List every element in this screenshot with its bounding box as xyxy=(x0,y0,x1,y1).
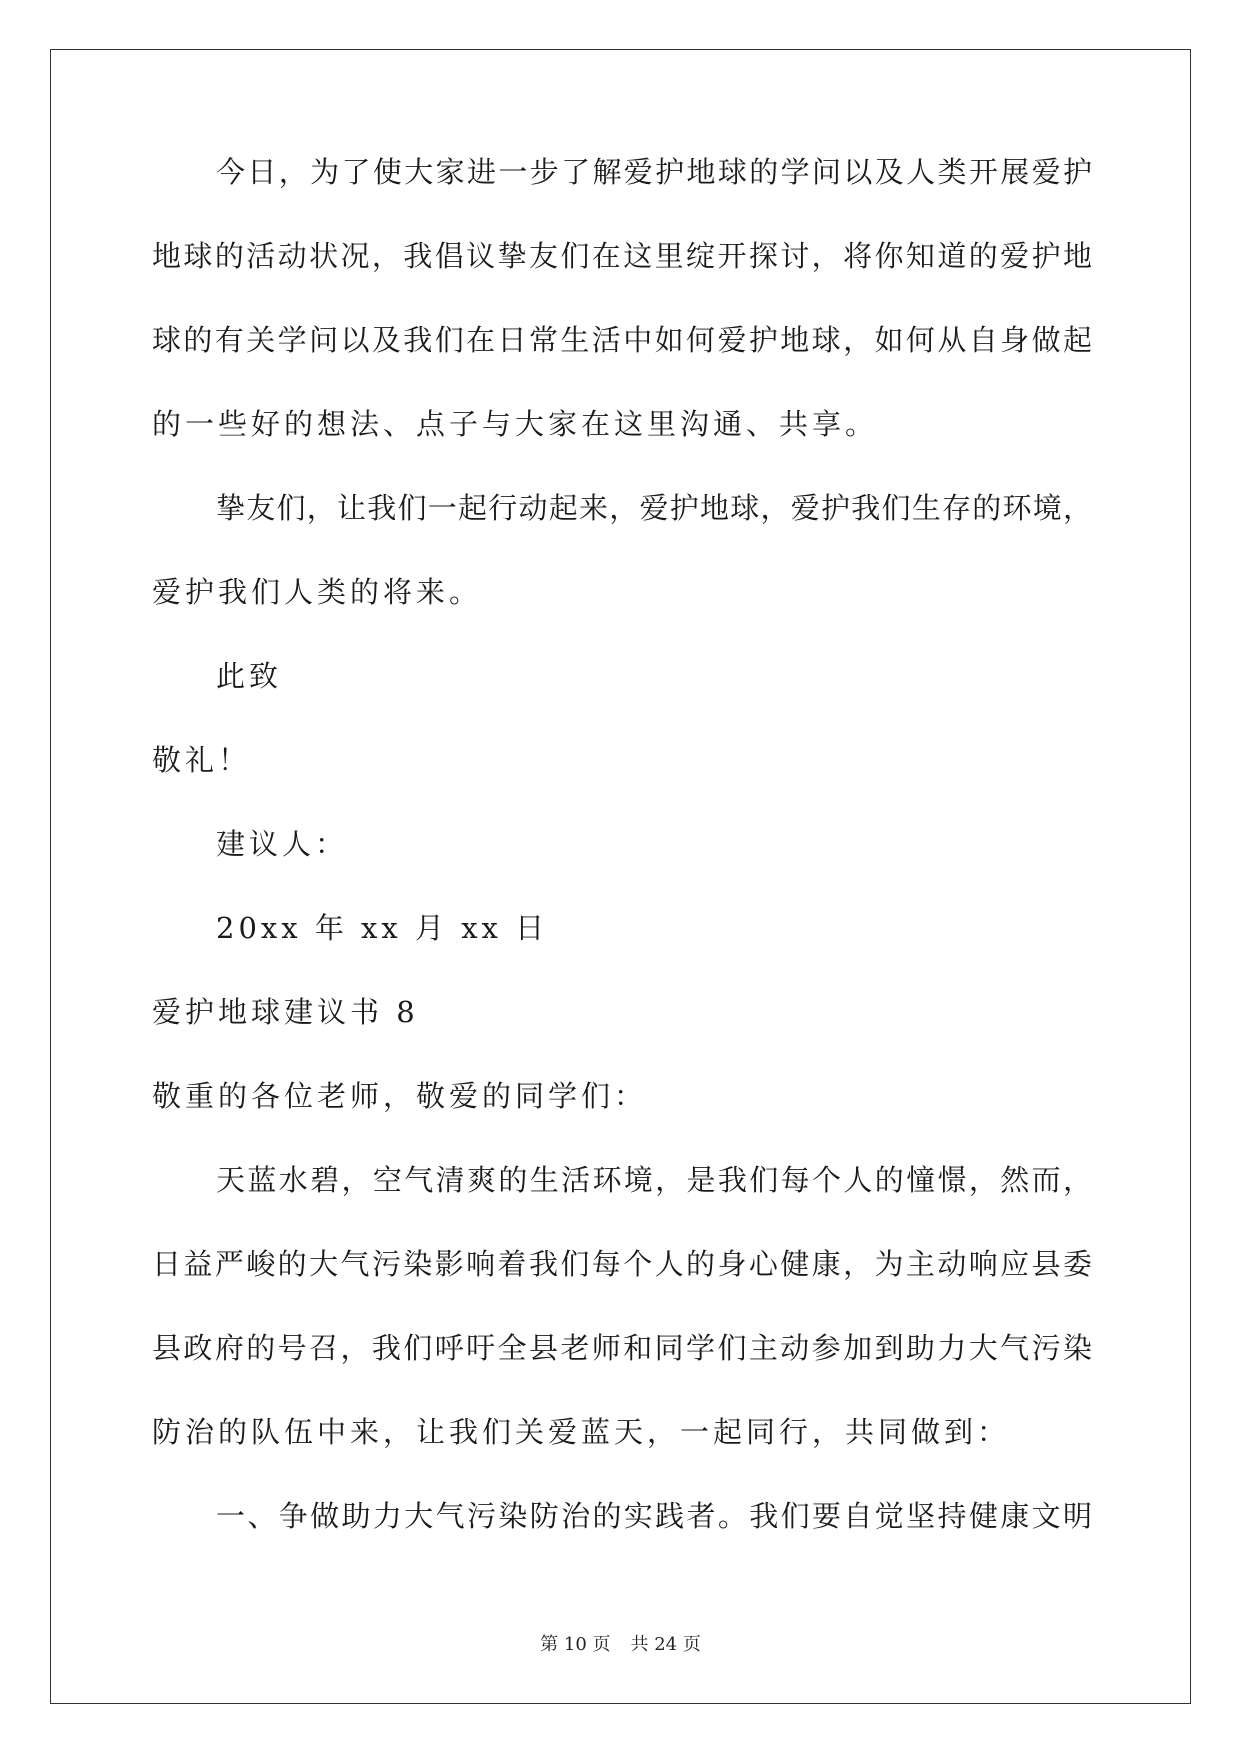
paragraph-line: 球的有关学问以及我们在日常生活中如何爱护地球，如何从自身做起 xyxy=(152,323,1092,357)
paragraph-line: 日益严峻的大气污染影响着我们每个人的身心健康，为主动响应县委 xyxy=(152,1247,1092,1281)
paragraph-line: 防治的队伍中来，让我们关爱蓝天，一起同行，共同做到： xyxy=(152,1415,1011,1449)
paragraph-line: 一、争做助力大气污染防治的实践者。我们要自觉坚持健康文明 xyxy=(216,1499,1092,1533)
proposer-label: 建议人： xyxy=(216,827,349,861)
date-line: 20xx 年 xx 月 xx 日 xyxy=(216,911,549,945)
paragraph-line: 今日，为了使大家进一步了解爱护地球的学问以及人类开展爱护 xyxy=(216,155,1092,189)
document-body xyxy=(152,155,1092,1583)
page-total: 共 24 页 xyxy=(630,1634,701,1655)
paragraph-line: 地球的活动状况，我倡议挚友们在这里绽开探讨，将你知道的爱护地 xyxy=(152,239,1092,273)
greeting-line: 敬重的各位老师，敬爱的同学们： xyxy=(152,1079,648,1113)
paragraph-line: 县政府的号召，我们呼吁全县老师和同学们主动参加到助力大气污染 xyxy=(152,1331,1092,1365)
page-number: 第 10 页 xyxy=(540,1634,611,1655)
closing-regards: 敬礼！ xyxy=(152,743,252,777)
paragraph-line: 天蓝水碧，空气清爽的生活环境，是我们每个人的憧憬，然而， xyxy=(216,1163,1092,1197)
paragraph-line: 挚友们，让我们一起行动起来，爱护地球，爱护我们生存的环境， xyxy=(216,491,1092,525)
paragraph-line: 的一些好的想法、点子与大家在这里沟通、共享。 xyxy=(152,407,879,441)
paragraph-line: 爱护我们人类的将来。 xyxy=(152,575,483,609)
closing-salutation: 此致 xyxy=(216,659,283,693)
page-footer xyxy=(0,1630,1241,1656)
section-title: 爱护地球建议书 8 xyxy=(152,995,419,1029)
